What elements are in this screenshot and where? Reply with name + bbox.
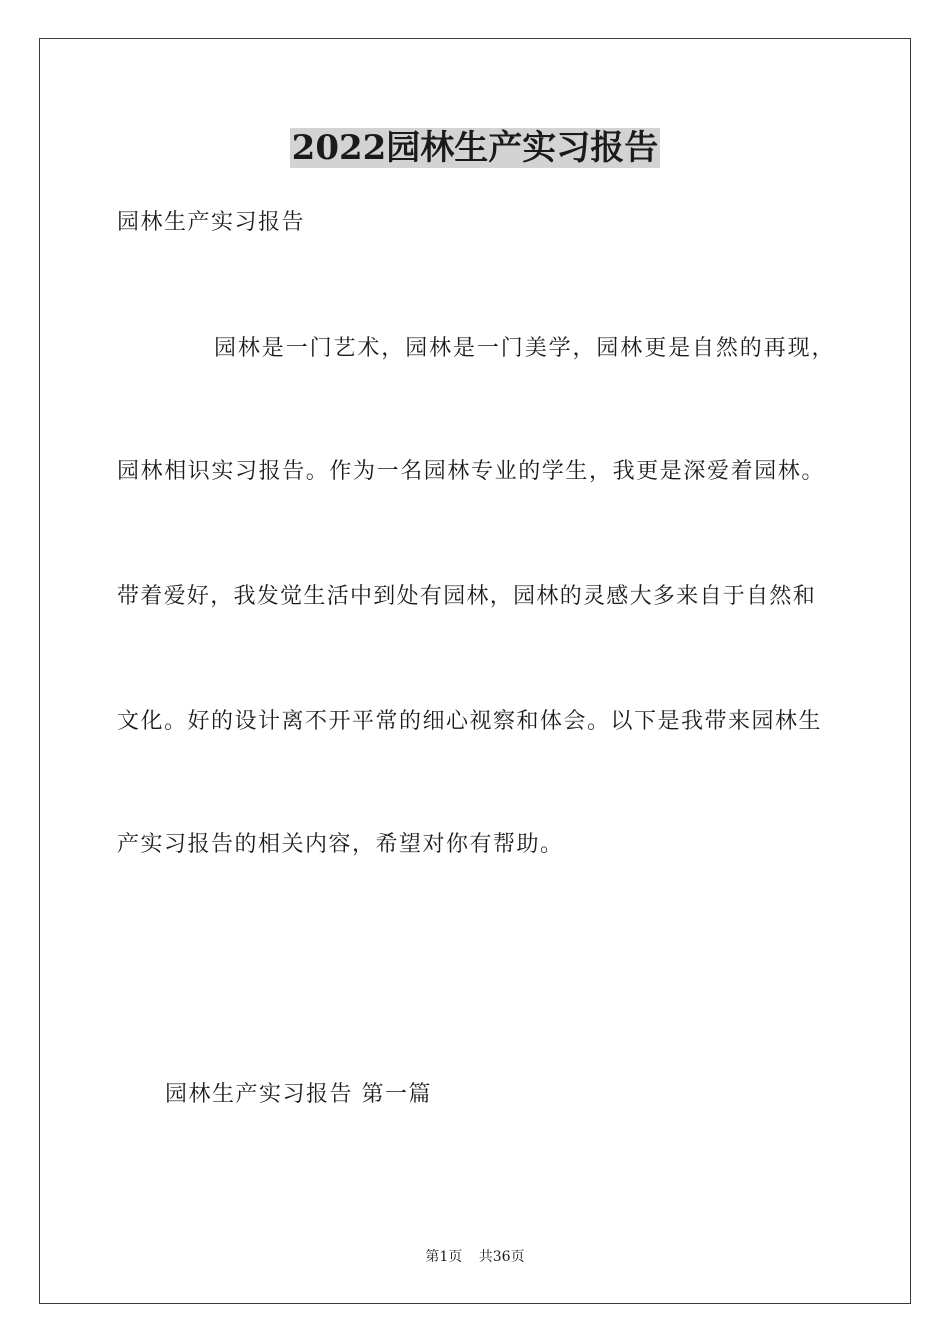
paragraph-line-5: 产实习报告的相关内容，希望对你有帮助。: [117, 832, 564, 857]
document-subtitle: 园林生产实习报告: [117, 210, 306, 235]
document-title-text: 2022园林生产实习报告: [291, 128, 659, 168]
page-number-total: 共36页: [478, 1249, 525, 1265]
page-footer: [0, 1247, 950, 1267]
section-heading: 园林生产实习报告 第一篇: [165, 1082, 432, 1107]
paragraph-line-3: 带着爱好，我发觉生活中到处有园林，园林的灵感大多来自于自然和: [117, 584, 817, 609]
paragraph-line-1: 园林是一门艺术，园林是一门美学，园林更是自然的再现，: [214, 336, 836, 361]
page-number-current: 第1页: [425, 1249, 463, 1265]
document-title: [0, 124, 950, 172]
paragraph-line-4: 文化。好的设计离不开平常的细心视察和体会。以下是我带来园林生: [117, 709, 823, 734]
paragraph-line-2: 园林相识实习报告。作为一名园林专业的学生，我更是深爱着园林。: [117, 459, 826, 484]
